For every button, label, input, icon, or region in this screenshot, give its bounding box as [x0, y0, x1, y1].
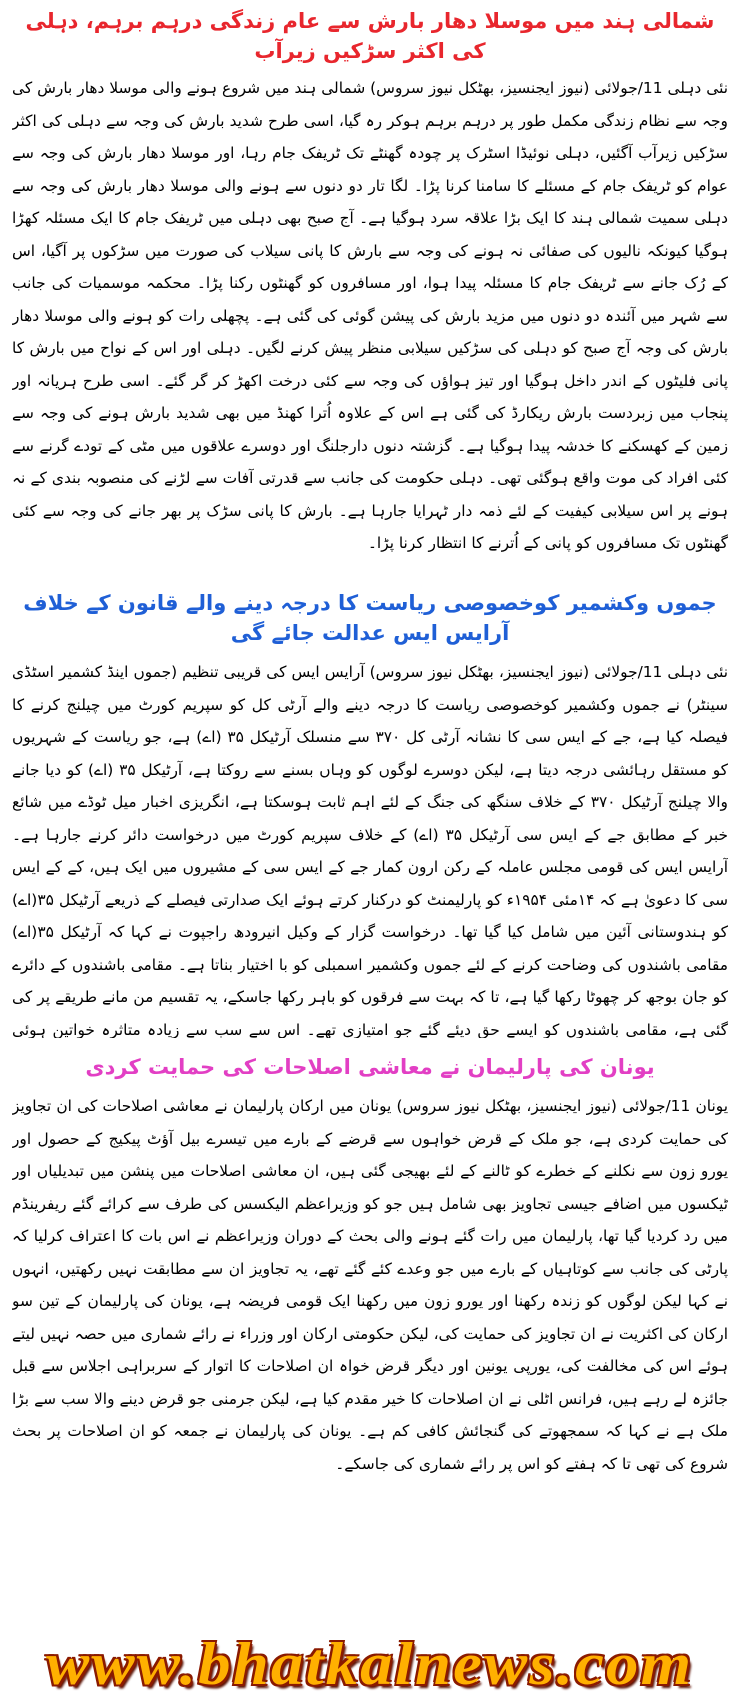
article-delhi-rain: [12, 6, 728, 580]
article-body: نئی دہلی 11/جولائی (نیوز ایجنسیز، بھٹکل نیوز سروس) شمالی ہند میں شروع ہونے والی موسلا دھار بارش کی وجہ سے نظام زندگی مکمل طور پر درہم برہم ہوکر رہ گیا، اسی طرح شدید بارش کی وجہ سے دہلی کی اکثر سڑکیں زیرآب آگئیں، دہلی نوئیڈا اسٹرک پر چودہ گھنٹے تک ٹریفک جام رہا، اور موسلا دھار بارش کی وجہ سے عوام کو ٹریفک جام کے مسئلے کا سامنا کرنا پڑا۔ لگا تار دو دنوں سے ہونے والی موسلا دھار بارش کی وجہ سے دہلی سمیت شمالی ہند کا ایک بڑا علاقہ سرد ہوگیا ہے۔ آج صبح بھی دہلی میں ٹریفک جام کا ایک مسئلہ کھڑا ہوگیا کیونکہ نالیوں کی صفائی نہ ہونے کی وجہ سے بارش کا پانی سیلاب کی صورت میں سڑکوں پر آگیا، اس کے رُک جانے سے ٹریفک جام کا مسئلہ پیدا ہوا، اور مسافروں کو گھنٹوں رکنا پڑا۔ محکمہ موسمیات کی جانب سے شہر میں آئندہ دو دنوں میں مزید بارش کی پیشن گوئی کی گئی ہے۔ پچھلی رات کو ہونے والی موسلا دھار بارش کی وجہ آج صبح کو دہلی کی سڑکیں سیلابی منظر پیش کرنے لگیں۔ دہلی اور اس کے نواح میں بارش کا پانی فلیٹوں کے اندر داخل ہوگیا اور تیز ہواؤں کی وجہ سے کئی درخت اکھڑ کر گر گئے۔ اسی طرح ہریانہ اور پنجاب میں زبردست بارش ریکارڈ کی گئی ہے اس کے علاوہ اُترا کھنڈ میں بھی شدید بارش ہونے کی وجہ سے زمین کے کھسکنے کا خدشہ پیدا ہوگیا ہے۔ گزشتہ دنوں دارجلنگ اور دوسرے علاقوں میں مٹی کے تودے گرنے سے کئی افراد کی موت واقع ہوگئی تھی۔ دہلی حکومت کی جانب سے قدرتی آفات سے لڑنے کی منصوبہ بندی کے نہ ہونے پر اس سیلابی کیفیت کے لئے ذمہ دار ٹہرایا جارہا ہے۔ بارش کا پانی سڑک پر بھر جانے کی وجہ سے کئی گھنٹوں تک مسافروں کو پانی کے اُترنے کا انتظار کرنا پڑا۔: [12, 79, 728, 552]
article-body: یونان 11/جولائی (نیوز ایجنسیز، بھٹکل نیوز سروس) یونان میں ارکان پارلیمان نے معاشی اصلاحات کی ان تجاویز کی حمایت کردی ہے، جو ملک کے قرض خواہوں سے قرضے کے بارے میں تیسرے بیل آؤٹ پیکیج کے حصول اور یورو زون سے نکلنے کے خطرے کو ٹالنے کے لئے بھیجی گئی ہیں، ان معاشی اصلاحات میں پنشن میں تبدیلیاں اور ٹیکسوں میں اضافے جیسی تجاویز بھی شامل ہیں جو کو وزیراعظم الیکسس کی طرف سے کرائے گئے ریفرینڈم میں رد کردیا گیا تھا، پارلیمان میں رات گئے ہونے والی بحث کے دوران وزیراعظم نے اس بات کا اعتراف کرلیا کہ پارٹی کی جانب سے کوتاہیاں کے بارے میں جو وعدے کئے گئے تھے، یہ تجاویز ان سے مطابقت نہیں رکھتیں، انہوں نے کہا لیکن لوگوں کو زندہ رکھنا اور یورو زون میں رکھنا ایک قومی فریضہ ہے، یونان کی پارلیمان کے تین سو ارکان کی اکثریت نے ان تجاویز کی حمایت کی، لیکن حکومتی ارکان اور وزراء نے رائے شماری میں حصہ نہیں لیتے ہوئے اس کی مخالفت کی، یورپی یونین اور دیگر قرض خواہ ان اصلاحات کا اتوار کے سربراہی اجلاس سے قبل جائزہ لے رہے ہیں، فرانس اٹلی نے ان اصلاحات کا خیر مقدم کیا ہے، لیکن جرمنی جو قرض دینے والا سب سے بڑا ملک ہے نے کہا کہ سمجھوتے کی گنجائش کافی کم ہے۔ یونان کی پارلیمان نے جمعہ کو ان اصلاحات پر بحث شروع کی تھی تا کہ ہفتے کو اس پر رائے شماری کی جاسکے۔: [12, 1097, 728, 1473]
article-headline: یونان کی پارلیمان نے معاشی اصلاحات کی حمایت کردی: [85, 1055, 655, 1079]
article-body: نئی دہلی 11/جولائی (نیوز ایجنسیز، بھٹکل نیوز سروس) آرایس ایس کی قریبی تنظیم (جموں اینڈ کشمیر اسٹڈی سینٹر) نے جموں وکشمیر کوخصوصی ریاست کا درجہ دینے والے آرٹی کل کو سپریم کورٹ میں چیلنج کرنے کا فیصلہ کیا ہے، جے کے ایس سی کا نشانہ آرٹی کل ۳۷۰ سے منسلک آرٹیکل ۳۵ (اے) ہے، جو ریاست کے شہریوں کو مستقل رہائشی درجہ دیتا ہے، لیکن دوسرے لوگوں کو وہاں بسنے سے روکتا ہے، آرٹیکل ۳۵ (اے) کو دیا جانے والا چیلنج آرٹیکل ۳۷۰ کے خلاف سنگھ کی جنگ کے لئے اہم ثابت ہوسکتا ہے، انگریزی اخبار میل ٹوڈے میں شائع خبر کے مطابق جے کے ایس سی آرٹیکل ۳۵ (اے) کے خلاف سپریم کورٹ میں درخواست دائر کرنے جارہا ہے۔ آرایس ایس کی قومی مجلس عاملہ کے رکن ارون کمار جے کے ایس سی کے مشیروں میں ایک ہیں، کے کے ایس سی کا دعویٰ ہے کہ ۱۴مئی ۱۹۵۴ء کو پارلیمنٹ کو درکنار کرتے ہوئے ایک صدارتی فیصلے کے ذریعے آرٹیکل ۳۵(اے) کو ہندوستانی آئین میں شامل کیا گیا تھا۔ درخواست گزار کے وکیل انیرودھ راجپوت نے کہا کہ آرٹیکل ۳۵(اے) مقامی باشندوں کی وضاحت کرنے کے لئے جموں وکشمیر اسمبلی کو با اختیار بناتا ہے۔ مقامی باشندوں کے دائرے کو جان بوجھ کر چھوٹا رکھا گیا ہے، تا کہ بہت سے فرقوں کو باہر رکھا جاسکے، یہ تقسیم من مانے طریقے پر کی گئی ہے، مقامی باشندوں کو ایسے حق دیئے گئے جو امتیازی تھے۔ اس سے سب سے زیادہ متاثرہ خواتین ہوئی: [12, 663, 728, 1038]
article-kashmir-article-35a: [12, 588, 728, 1038]
article-headline: جموں وکشمیر کوخصوصی ریاست کا درجہ دینے والے قانون کے خلاف آرایس ایس عدالت جائے گی: [23, 591, 717, 645]
site-url-logo: www.bhatkalnews.com: [46, 1631, 694, 1697]
site-url-banner: [0, 1628, 740, 1700]
article-headline: شمالی ہند میں موسلا دھار بارش سے عام زندگی درہم برہم، دہلی کی اکثر سڑکیں زیرآب: [25, 9, 715, 63]
article-greece-reforms: [12, 1052, 728, 1572]
